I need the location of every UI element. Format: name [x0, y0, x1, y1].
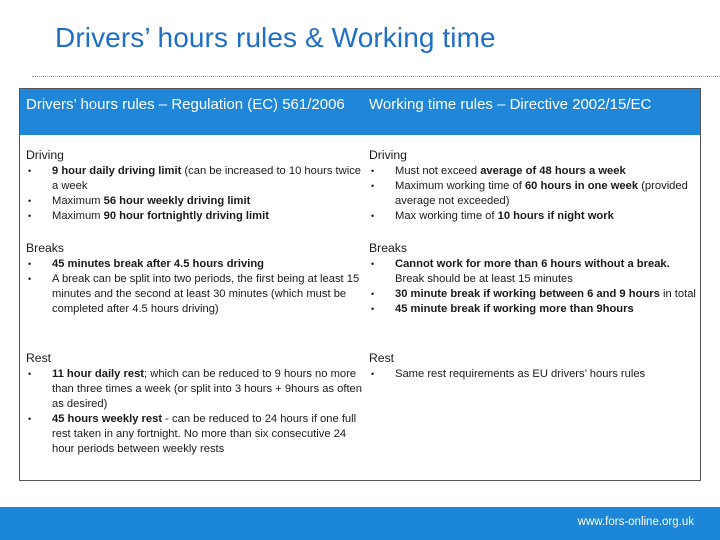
footer-bar — [0, 507, 720, 540]
dotted-divider — [32, 76, 720, 77]
item-text: (provided average not exceeded) — [395, 180, 688, 207]
item-text: Max working time of — [395, 210, 498, 222]
bullet-list — [369, 367, 699, 382]
bullet-list — [26, 367, 362, 457]
item-text: - can be reduced to 24 hours if one full rest taken in any fortnight. No more than six consecutive 24 hour periods between weekly rests — [52, 413, 357, 455]
item-text: Same rest requirements as EU drivers’ hours rules — [395, 368, 646, 380]
table-header-row — [20, 89, 700, 135]
list-item — [26, 272, 362, 317]
list-item — [26, 367, 362, 412]
item-emphasis: average of 48 hours a week — [480, 165, 626, 177]
item-text: A break can be split into two periods, the first being at least 15 minutes and the second at least 30 minutes (which must be completed after 4.5 hours driving) — [52, 273, 360, 315]
left-breaks-section — [26, 241, 362, 317]
list-item — [26, 164, 362, 194]
bullet-list — [369, 164, 699, 224]
item-emphasis: 60 hours in one week — [524, 180, 639, 192]
section-heading: Rest — [26, 351, 52, 365]
section-heading: Rest — [369, 351, 395, 365]
rules-table — [19, 88, 701, 481]
bullet-list — [26, 257, 362, 317]
item-emphasis: 45 minutes break after 4.5 hours driving — [52, 258, 265, 270]
bullet-icon: • — [371, 166, 375, 176]
section-heading: Driving — [369, 148, 407, 162]
item-text: Break should be at least 15 minutes — [395, 273, 573, 285]
bullet-icon: • — [371, 259, 375, 269]
section-heading: Breaks — [369, 241, 407, 255]
right-breaks-section — [369, 241, 699, 317]
list-item — [369, 287, 699, 302]
item-emphasis: 56 hour weekly driving limit — [103, 195, 251, 207]
item-emphasis: Cannot work for more than 6 hours without a break. — [395, 258, 670, 270]
right-column-header: Working time rules – Directive 2002/15/EC — [369, 96, 652, 113]
page-title: Drivers’ hours rules & Working time — [55, 22, 496, 53]
table-body — [20, 135, 700, 480]
bullet-icon: • — [371, 369, 375, 379]
bullet-list — [26, 164, 362, 224]
list-item — [26, 194, 362, 209]
item-text: ; which can be reduced to 9 hours no more than three times a week (or split into 3 hours + 9hours as often as desired) — [52, 368, 362, 410]
right-driving-section — [369, 148, 699, 224]
item-text: Maximum — [52, 195, 104, 207]
right-rest-section — [369, 351, 699, 382]
bullet-icon: • — [371, 181, 375, 191]
list-item — [369, 367, 699, 382]
item-emphasis: 45 hours weekly rest — [52, 413, 163, 425]
list-item — [369, 164, 699, 179]
bullet-icon: • — [28, 369, 32, 379]
bullet-icon: • — [28, 166, 32, 176]
list-item — [369, 257, 699, 287]
bullet-list — [369, 257, 699, 317]
list-item — [369, 209, 699, 224]
item-emphasis: 11 hour daily rest — [52, 368, 145, 380]
item-text: in total — [659, 288, 696, 300]
bullet-icon: • — [28, 274, 32, 284]
item-text: Maximum working time of — [395, 180, 525, 192]
bullet-icon: • — [371, 211, 375, 221]
item-text: Maximum — [52, 210, 104, 222]
item-text: (can be increased to 10 hours twice a week — [52, 165, 362, 192]
item-emphasis: 9 hour daily driving limit — [52, 165, 182, 177]
bullet-icon: • — [28, 414, 32, 424]
list-item — [26, 257, 362, 272]
list-item — [369, 302, 699, 317]
list-item — [26, 209, 362, 224]
item-emphasis: 30 minute break if working between 6 and 9 hours — [395, 288, 660, 300]
bullet-icon: • — [371, 304, 375, 314]
item-emphasis: 90 hour fortnightly driving limit — [103, 210, 269, 222]
left-driving-section — [26, 148, 362, 224]
bullet-icon: • — [28, 211, 32, 221]
list-item — [26, 412, 362, 457]
item-emphasis: 10 hours if night work — [497, 210, 614, 222]
section-heading: Breaks — [26, 241, 64, 255]
footer-website-link[interactable]: www.fors-online.org.uk — [577, 516, 694, 528]
item-text: Must not exceed — [395, 165, 481, 177]
left-column-header: Drivers’ hours rules – Regulation (EC) 561/2006 — [26, 96, 345, 113]
left-rest-section — [26, 351, 362, 457]
section-heading: Driving — [26, 148, 64, 162]
bullet-icon: • — [371, 289, 375, 299]
list-item — [369, 179, 699, 209]
bullet-icon: • — [28, 196, 32, 206]
item-emphasis: 45 minute break if working more than 9hours — [395, 303, 634, 315]
bullet-icon: • — [28, 259, 32, 269]
